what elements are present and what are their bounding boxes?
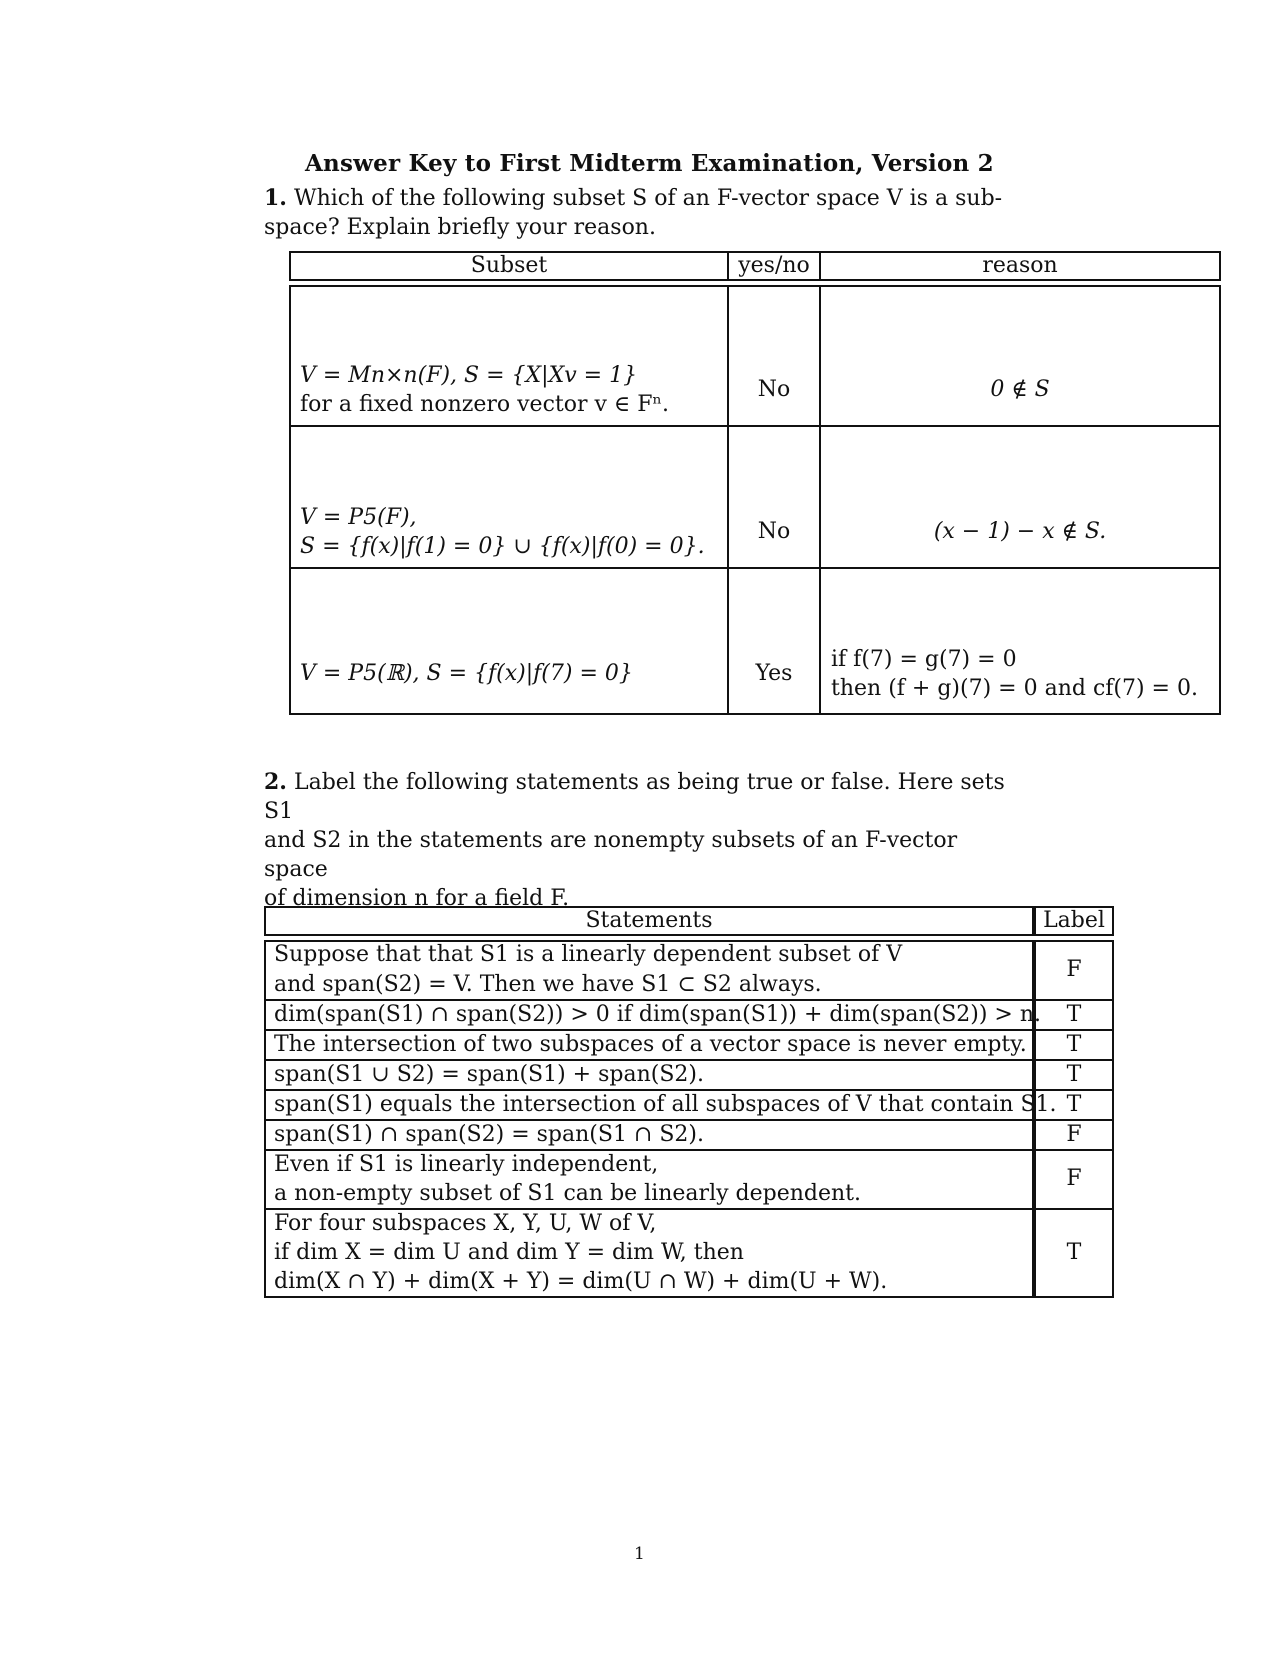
statement-7-line-2: a non-empty subset of S1 can be linearly dependent. [274, 1181, 862, 1206]
statement-8-line-2: if dim X = dim U and dim Y = dim W, then [274, 1240, 744, 1265]
question-1-text [264, 184, 1018, 242]
row-2-answer: No [757, 519, 791, 544]
statement-8-line-1: For four subspaces X, Y, U, W of V, [274, 1211, 657, 1236]
header-statements: Statements [585, 908, 713, 933]
statement-8-line-3: dim(X ∩ Y) + dim(X + Y) = dim(U ∩ W) + dim(U + W). [274, 1269, 888, 1294]
row-divider [291, 425, 1219, 427]
statement-4-label: T [1066, 1062, 1082, 1087]
header-subset: Subset [470, 253, 548, 278]
header-reason: reason [982, 253, 1058, 278]
statement-7-line-1: Even if S1 is linearly independent, [274, 1152, 659, 1177]
statement-6-label: F [1066, 1122, 1082, 1147]
question-1-number: 1. [264, 185, 287, 211]
column-divider [819, 287, 821, 713]
row-2-reason: (x − 1) − x ∉ S. [933, 519, 1107, 544]
row-3-subset-line-1: V = P5(ℝ), S = {f(x)|f(7) = 0} [300, 661, 633, 686]
question-2-number: 2. [264, 769, 287, 795]
label-header-cell [1034, 906, 1114, 936]
header-yes-no: yes/no [738, 253, 810, 278]
question-1-line-1: Which of the following subset S of an F-vector space V is a sub- [293, 186, 1003, 211]
row-divider [291, 567, 1219, 569]
question-2-text [264, 768, 1018, 913]
row-1-subset-line-1: V = Mn×n(F), S = {X|Xv = 1} [300, 363, 638, 388]
row-2-subset-line-2: S = {f(x)|f(1) = 0} ∪ {f(x)|f(0) = 0}. [300, 534, 705, 559]
statement-2-label: T [1066, 1002, 1082, 1027]
row-1-reason: 0 ∉ S [990, 377, 1050, 402]
column-divider [727, 287, 729, 713]
row-3-reason-line-2: then (f + g)(7) = 0 and cf(7) = 0. [831, 676, 1198, 701]
statement-8-label: T [1066, 1240, 1082, 1265]
statement-3-label: T [1066, 1032, 1082, 1057]
page-number: 1 [634, 1544, 645, 1564]
statement-5: span(S1) equals the intersection of all subspaces of V that contain S1. [274, 1092, 1057, 1117]
header-label: Label [1043, 908, 1105, 933]
question-2-line-2: and S2 in the statements are nonempty subsets of an F-vector space [264, 828, 958, 882]
statement-1-line-1: Suppose that that S1 is a linearly dependent subset of V [274, 942, 903, 967]
statement-4: span(S1 ∪ S2) = span(S1) + span(S2). [274, 1062, 704, 1087]
row-1-answer: No [757, 377, 791, 402]
row-3-reason-line-1: if f(7) = g(7) = 0 [831, 647, 1017, 672]
question-2-line-3: of dimension n for a field F. [264, 886, 570, 911]
statements-table [264, 906, 1114, 1298]
statements-header-cell [264, 906, 1034, 936]
question-2-line-1: Label the following statements as being true or false. Here sets S1 [264, 770, 1005, 824]
row-3-answer: Yes [755, 661, 793, 686]
statement-1-label: F [1066, 957, 1082, 982]
subspace-table [289, 285, 1221, 715]
document-title: Answer Key to First Midterm Examination, Version 2 [305, 150, 994, 177]
statement-7-label: F [1066, 1166, 1082, 1191]
statement-6: span(S1) ∩ span(S2) = span(S1 ∩ S2). [274, 1122, 704, 1147]
row-2-subset-line-1: V = P5(F), [300, 505, 417, 530]
row-1-subset-line-2: for a fixed nonzero vector v ∈ Fⁿ. [300, 392, 669, 417]
subspace-table-header [289, 251, 1221, 281]
statement-5-label: T [1066, 1092, 1082, 1117]
statement-1-line-2: and span(S2) = V. Then we have S1 ⊂ S2 always. [274, 972, 822, 997]
question-1-line-2: space? Explain briefly your reason. [264, 215, 656, 240]
statement-2: dim(span(S1) ∩ span(S2)) > 0 if dim(span(S1)) + dim(span(S2)) > n. [274, 1002, 1042, 1027]
statement-3: The intersection of two subspaces of a vector space is never empty. [274, 1032, 1027, 1057]
